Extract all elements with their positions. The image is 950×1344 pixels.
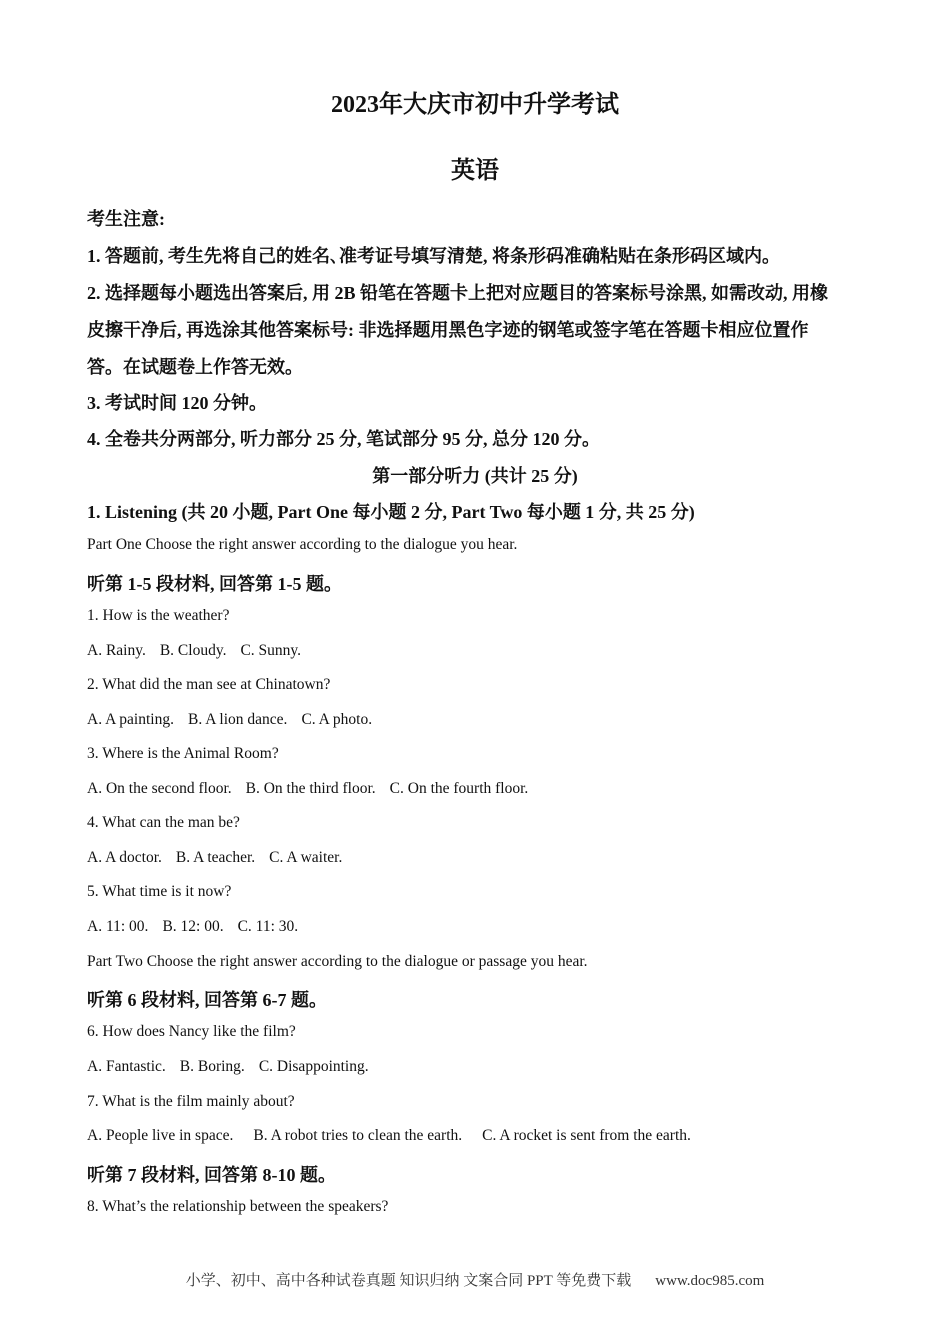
option-c: C. Sunny. [240,642,302,659]
option-b: B. Cloudy. [159,642,227,659]
option-b: B. A teacher. [175,849,256,866]
option-a: A. A doctor. [87,849,162,866]
notice-item: 答。在试题卷上作答无效。 [87,357,303,377]
option-b: B. Boring. [179,1058,245,1075]
part-one-instruction: Part One Choose the right answer according to the dialogue you hear. [87,536,518,553]
option-b: B. A lion dance. [187,711,288,728]
exam-title: 2023年大庆市初中升学考试 [331,92,619,118]
question-stem: 8. What’s the relationship between the speakers? [87,1198,389,1215]
option-a: A. 11: 00. [87,918,149,935]
part-two-instruction: Part Two Choose the right answer according to the dialogue or passage you hear. [87,953,588,970]
option-c: C. A waiter. [269,849,343,866]
option-a: A. Rainy. [87,642,146,659]
question-options [87,642,301,660]
option-a: A. People live in space. [87,1127,234,1144]
question-stem: 3. Where is the Animal Room? [87,745,279,762]
question-options [87,918,298,936]
option-c: C. A photo. [301,711,373,728]
question-stem: 1. How is the weather? [87,607,230,624]
option-a: A. A painting. [87,711,174,728]
option-b: B. On the third floor. [245,780,376,797]
option-a: A. On the second floor. [87,780,232,797]
question-stem: 7. What is the film mainly about? [87,1093,295,1110]
group-heading: 听第 6 段材料, 回答第 6-7 题。 [87,990,327,1010]
group-heading: 听第 1-5 段材料, 回答第 1-5 题。 [87,574,342,594]
notice-item: 2. 选择题每小题选出答案后, 用 2B 铅笔在答题卡上把对应题目的答案标号涂黑, 如需改动, 用橡 [87,283,829,303]
option-c: C. On the fourth floor. [389,780,529,797]
page-footer [0,1269,950,1290]
footer-site-link[interactable]: www.doc985.com [655,1273,765,1289]
option-c: C. A rocket is sent from the earth. [482,1127,691,1144]
footer-text: 小学、初中、高中各种试卷真题 知识归纳 文案合同 PPT 等免费下载 [185,1273,632,1289]
option-b: B. 12: 00. [162,918,224,935]
question-options [87,780,528,798]
notice-item: 3. 考试时间 120 分钟。 [87,393,267,413]
question-options [87,1058,369,1076]
notice-item: 1. 答题前, 考生先将自己的姓名､准考证号填写清楚, 将条形码准确粘贴在条形码区域内。 [87,246,780,266]
subject-title: 英语 [451,158,499,184]
notice-heading: 考生注意: [87,209,165,229]
option-a: A. Fantastic. [87,1058,166,1075]
notice-item: 4. 全卷共分两部分, 听力部分 25 分, 笔试部分 95 分, 总分 120 分。 [87,429,600,449]
question-options [87,1127,691,1145]
question-options [87,849,342,867]
question-options [87,711,372,729]
notice-item: 皮擦干净后, 再选涂其他答案标号: 非选择题用黑色字迹的钢笔或签字笔在答题卡相应位置作 [87,320,809,340]
group-heading: 听第 7 段材料, 回答第 8-10 题。 [87,1165,336,1185]
option-b: B. A robot tries to clean the earth. [253,1127,463,1144]
question-stem: 6. How does Nancy like the film? [87,1023,296,1040]
section-heading: 1. Listening (共 20 小题, Part One 每小题 2 分, Part Two 每小题 1 分, 共 25 分) [87,502,695,522]
option-c: C. Disappointing. [258,1058,369,1075]
option-c: C. 11: 30. [237,918,299,935]
question-stem: 2. What did the man see at Chinatown? [87,676,331,693]
part-title: 第一部分听力 (共计 25 分) [372,466,578,486]
question-stem: 5. What time is it now? [87,883,232,900]
question-stem: 4. What can the man be? [87,814,240,831]
